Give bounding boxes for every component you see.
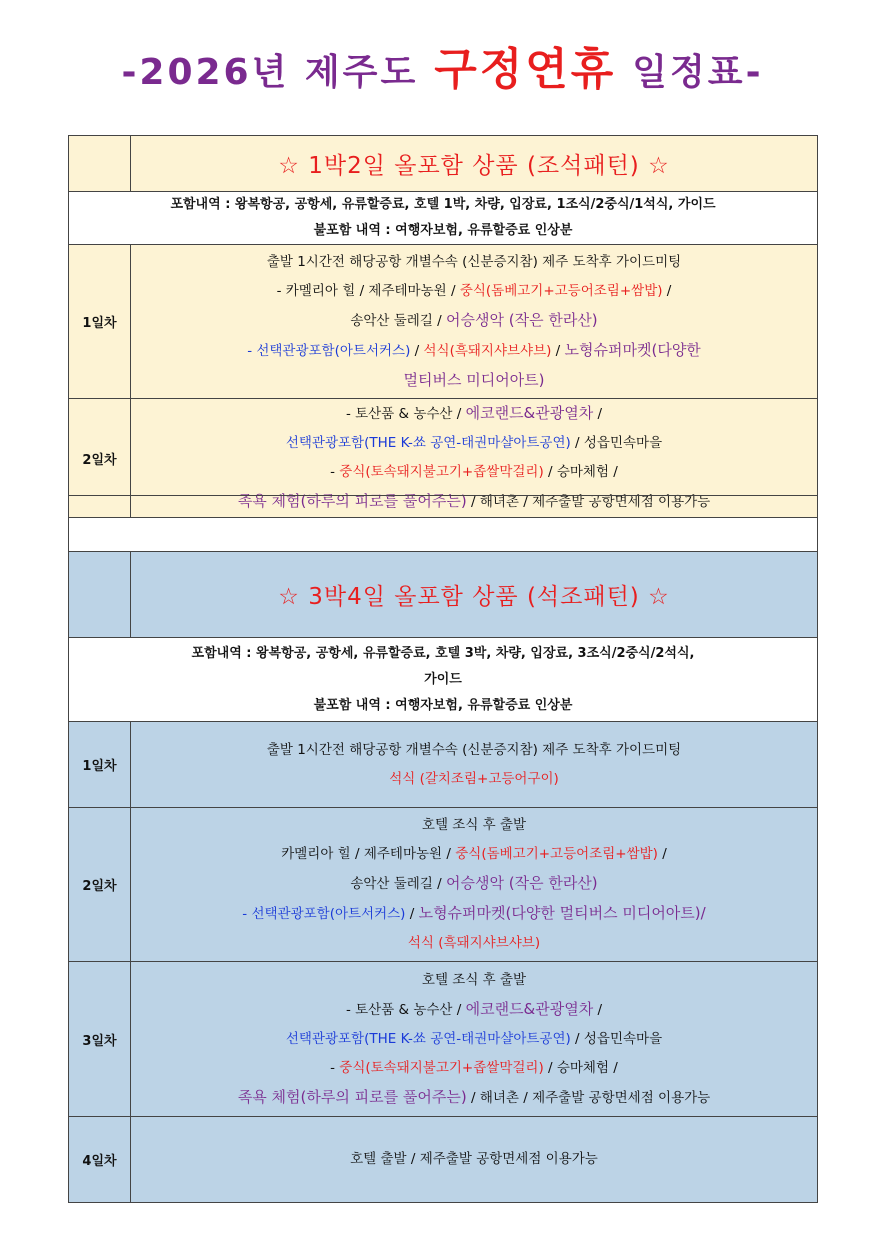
title-prefix: -2026년 제주도	[121, 52, 419, 93]
package-2-day1-schedule	[131, 722, 818, 808]
package-1-day1-schedule	[131, 245, 818, 399]
package-1-excluded: 불포함 내역 : 여행자보험, 유류할증료 인상분	[313, 223, 573, 238]
dinner-item: 석식(흑돼지샤브샤브)	[423, 343, 552, 359]
schedule-line: 출발 1시간전 해당공항 개별수속 (신분증지참) 제주 도착후 가이드미팅	[266, 741, 682, 758]
package-2-included: 포함내역 : 왕복항공, 공항세, 유류할증료, 호텔 3박, 차량, 입장료, 3조식/2중식/2석식,	[191, 645, 695, 661]
schedule-line: 송악산 둘레길 / 어승생악 (작은 한라산)	[350, 311, 598, 329]
schedule-line: 호텔 조식 후 출발	[421, 971, 527, 988]
package-1-inclusions	[69, 192, 818, 245]
package-2-header-spacer	[69, 552, 131, 638]
title-highlight: 구정연휴	[434, 44, 617, 95]
lunch-item: 중식(돔베고기+고등어조림+쌈밥)	[459, 283, 663, 299]
schedule-line: 선택관광포함(THE K-쑈 공연-태권마샬아트공연) / 성읍민속마을	[285, 435, 663, 451]
highlight-item: 족욕 체험(하루의 피로를 풀어주는)	[237, 492, 467, 510]
highlight-item: 어승생악 (작은 한라산)	[446, 311, 598, 329]
highlight-item: 노형슈퍼마켓(다양한	[564, 341, 701, 359]
schedule-line: 출발 1시간전 해당공항 개별수속 (신분증지참) 제주 도착후 가이드미팅	[266, 254, 682, 270]
package-2-day2-label: 2일차	[69, 808, 131, 962]
schedule-line: 송악산 둘레길 / 어승생악 (작은 한라산)	[350, 874, 598, 892]
highlight-item: 노형슈퍼마켓(다양한 멀티버스 미디어아트)/	[418, 904, 706, 922]
package-2-day3-label: 3일차	[69, 962, 131, 1117]
package-1-included: 포함내역 : 왕복항공, 공항세, 유류할증료, 호텔 1박, 차량, 입장료, 1조식/2중식/1석식, 가이드	[170, 197, 716, 212]
blank-spacer-row	[69, 496, 818, 552]
highlight-item: 에코랜드&관광열차	[465, 999, 594, 1018]
package-2-inclusions	[69, 638, 818, 722]
schedule-line: 선택관광포함(THE K-쑈 공연-태권마샬아트공연) / 성읍민속마을	[285, 1030, 663, 1047]
optional-tour-item: - 선택관광포함(아트서커스)	[247, 343, 411, 359]
schedule-line: 호텔 조식 후 출발	[421, 817, 527, 833]
package-1-header: ☆ 1박2일 올포함 상품 (조석패턴) ☆	[131, 136, 818, 192]
package-1-header-spacer	[69, 136, 131, 192]
package-2-excluded: 불포함 내역 : 여행자보험, 유류할증료 인상분	[313, 697, 573, 713]
package-2-header: ☆ 3박4일 올포함 상품 (석조패턴) ☆	[131, 552, 818, 638]
package-1-table	[68, 135, 818, 518]
lunch-item: 중식(토속돼지불고기+좁쌀막걸리)	[339, 1059, 544, 1076]
package-1-day2-label: 2일차	[69, 399, 131, 518]
package-1-day1-label: 1일차	[69, 245, 131, 399]
schedule-line: - 중식(토속돼지불고기+좁쌀막걸리) / 승마체험 /	[330, 464, 618, 480]
schedule-line: 족욕 체험(하루의 피로를 풀어주는) / 해녀촌 / 제주출발 공항면세점 이용가능	[237, 1087, 711, 1106]
highlight-item: 어승생악 (작은 한라산)	[446, 874, 598, 892]
highlight-item: 족욕 체험(하루의 피로를 풀어주는)	[237, 1087, 467, 1106]
package-2-day4-label: 4일차	[69, 1117, 131, 1203]
title-suffix: 일정표-	[632, 52, 764, 93]
package-2-day3-schedule	[131, 962, 818, 1117]
page-title	[0, 40, 885, 103]
lunch-item: 중식(돔베고기+고등어조림+쌈밥)	[455, 846, 658, 862]
schedule-line: - 선택관광포함(아트서커스) / 노형슈퍼마켓(다양한 멀티버스 미디어아트)/	[242, 904, 706, 922]
package-2-table	[68, 495, 818, 1203]
package-2-included-cont: 가이드	[424, 671, 462, 687]
package-2-day4-schedule	[131, 1117, 818, 1203]
optional-tour-item: 선택관광포함(THE K-쑈 공연-태권마샬아트공연)	[285, 1030, 571, 1047]
schedule-line: 멀티버스 미디어아트)	[403, 371, 545, 389]
schedule-line: - 토산품 & 농수산 / 에코랜드&관광열차 /	[345, 999, 603, 1018]
lunch-item: 중식(토속돼지불고기+좁쌀막걸리)	[339, 464, 544, 480]
schedule-line: 석식 (흑돼지샤브샤브)	[407, 935, 541, 951]
schedule-line: - 중식(토속돼지불고기+좁쌀막걸리) / 승마체험 /	[330, 1059, 618, 1076]
package-2-day2-schedule	[131, 808, 818, 962]
schedule-line: 족욕 체험(하루의 피로를 풀어주는) / 해녀촌 / 제주출발 공항면세점 이용가능	[237, 492, 711, 510]
schedule-line: 카멜리아 힐 / 제주테마농원 / 중식(돔베고기+고등어조림+쌈밥) /	[281, 846, 667, 862]
optional-tour-item: 선택관광포함(THE K-쑈 공연-태권마샬아트공연)	[285, 435, 571, 451]
highlight-item: 에코랜드&관광열차	[465, 404, 594, 422]
package-2-day1-label: 1일차	[69, 722, 131, 808]
schedule-line: 호텔 출발 / 제주출발 공항면세점 이용가능	[350, 1151, 598, 1167]
schedule-line: - 토산품 & 농수산 / 에코랜드&관광열차 /	[345, 404, 603, 422]
schedule-line: 석식 (갈치조림+고등어구이)	[389, 770, 559, 787]
schedule-line: - 선택관광포함(아트서커스) / 석식(흑돼지샤브샤브) / 노형슈퍼마켓(다양한	[247, 341, 701, 359]
schedule-line: - 카멜리아 힐 / 제주테마농원 / 중식(돔베고기+고등어조림+쌈밥) /	[276, 283, 672, 299]
optional-tour-item: - 선택관광포함(아트서커스)	[242, 906, 406, 922]
